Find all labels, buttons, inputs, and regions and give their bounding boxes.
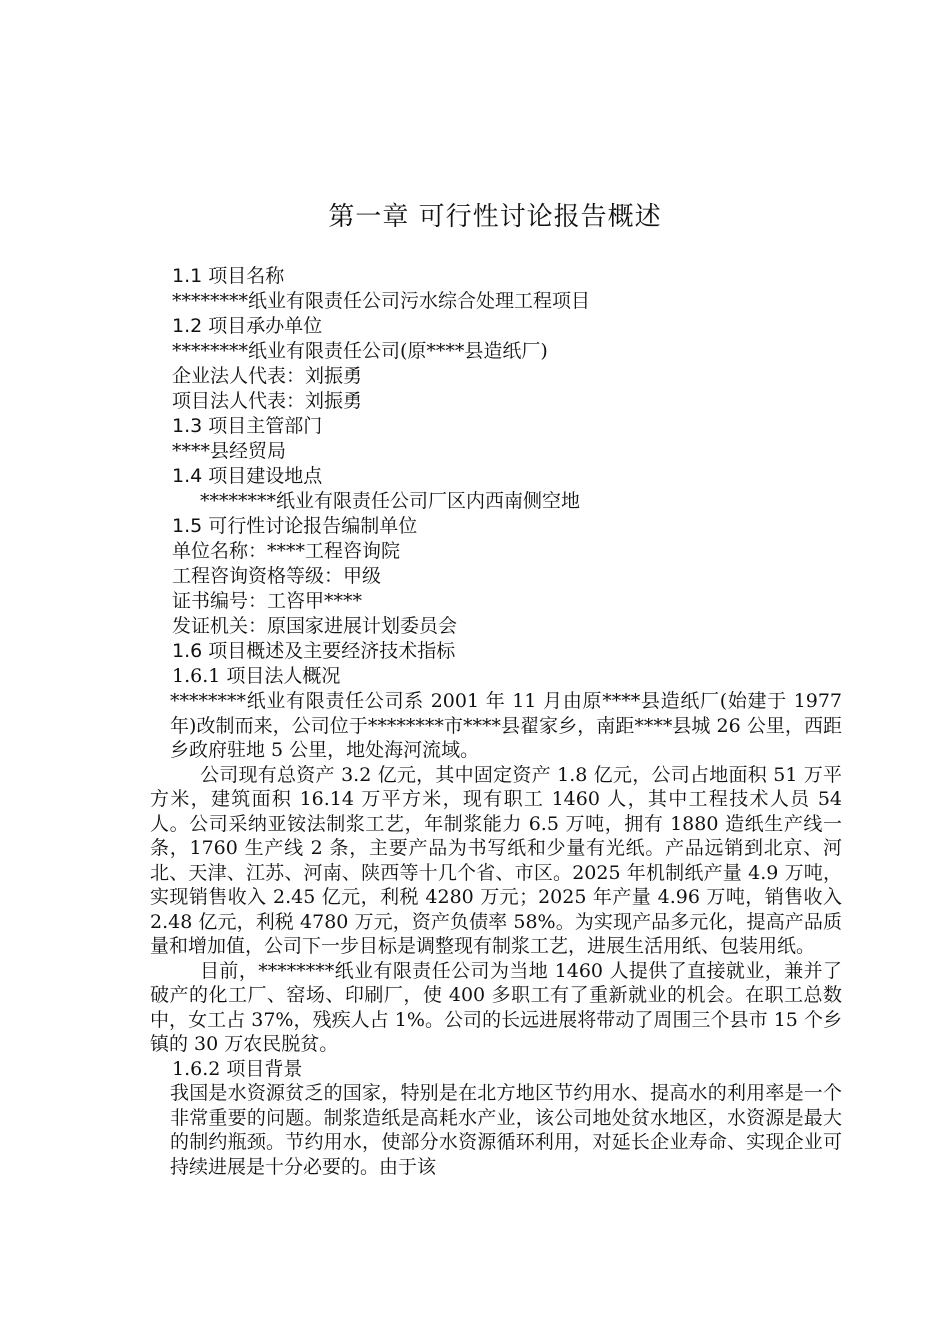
paragraph-employment: 目前，********纸业有限责任公司为当地 1460 人提供了直接就业，兼并了破产的化工厂、窑场、印刷厂，使 400 多职工有了重新就业的机会。在职工总数中，女工占 37%，残疾人占 1%。公司的长远进展将带动了周围三个县市 15 个乡镇的 30 万农民脱贫。 <box>150 959 842 1055</box>
section-heading-1-2: 1.2 项目承办单位 <box>172 315 323 337</box>
project-legal-rep: 项目法人代表：刘振勇 <box>172 390 363 412</box>
section-heading-1-3: 1.3 项目主管部门 <box>172 415 323 437</box>
section-heading-1-1: 1.1 项目名称 <box>172 265 285 287</box>
issuing-authority: 发证机关：原国家进展计划委员会 <box>172 615 458 637</box>
paragraph-company-assets: 公司现有总资产 3.2 亿元，其中固定资产 1.8 亿元，公司占地面积 51 万平方米，建筑面积 16.14 万平方米，现有职工 1460 人，其中工程技术人员 54 人。公司采纳亚铵法制浆工艺，年制浆能力 6.5 万吨，拥有 1880 造纸生产线一条，1760 生产线 2 条，主要产品为书写纸和少量有光纸。产品远销到北京、河北、天津、江苏、河南、陕西等十几个省、市区。2025 年机制纸产量 4.9 万吨，实现销售收入 2.45 亿元，利税 4280 万元；2025 年产量 4.96 万吨，销售收入 2.48 亿元，利税 4780 万元，资产负债率 58%。为实现产品多元化，提高产品质量和增加值，公司下一步目标是调整现有制浆工艺，进展生活用纸、包装用纸。 <box>150 763 842 957</box>
section-heading-1-4: 1.4 项目建设地点 <box>172 465 323 487</box>
subsection-heading-1-6-2: 1.6.2 项目背景 <box>172 1057 303 1080</box>
unit-name: 单位名称：****工程咨询院 <box>172 540 401 562</box>
paragraph-background: 我国是水资源贫乏的国家，特别是在北方地区节约用水、提高水的利用率是一个非常重要的问题。制浆造纸是高耗水产业，该公司地处贫水地区，水资源是最大的制约瓶颈。节约用水，使部分水资源循环利用，对延长企业寿命、实现企业可持续进展是十分必要的。由于该 <box>170 1082 842 1178</box>
chapter-title: 第一章 可行性讨论报告概述 <box>328 202 662 232</box>
construction-site: ********纸业有限责任公司厂区内西南侧空地 <box>200 490 581 512</box>
body-text <box>150 689 842 1179</box>
section-heading-1-6: 1.6 项目概述及主要经济技术指标 <box>172 640 456 662</box>
qualification-grade: 工程咨询资格等级：甲级 <box>172 565 382 587</box>
enterprise-legal-rep: 企业法人代表：刘振勇 <box>172 365 363 387</box>
subsection-heading-1-6-1: 1.6.1 项目法人概况 <box>172 665 341 687</box>
competent-department: ****县经贸局 <box>172 440 287 462</box>
paragraph-legal-entity: ********纸业有限责任公司系 2001 年 11 月由原****县造纸厂(始建于 1977 年)改制而来，公司位于********市****县翟家乡，南距****县城 26 公里，西距乡政府驻地 5 公里，地处海河流域。 <box>170 690 842 761</box>
undertaking-unit: ********纸业有限责任公司(原****县造纸厂) <box>172 340 548 362</box>
project-name: ********纸业有限责任公司污水综合处理工程项目 <box>172 290 591 312</box>
certificate-number: 证书编号：工咨甲**** <box>172 590 363 612</box>
section-heading-1-5: 1.5 可行性讨论报告编制单位 <box>172 515 418 537</box>
